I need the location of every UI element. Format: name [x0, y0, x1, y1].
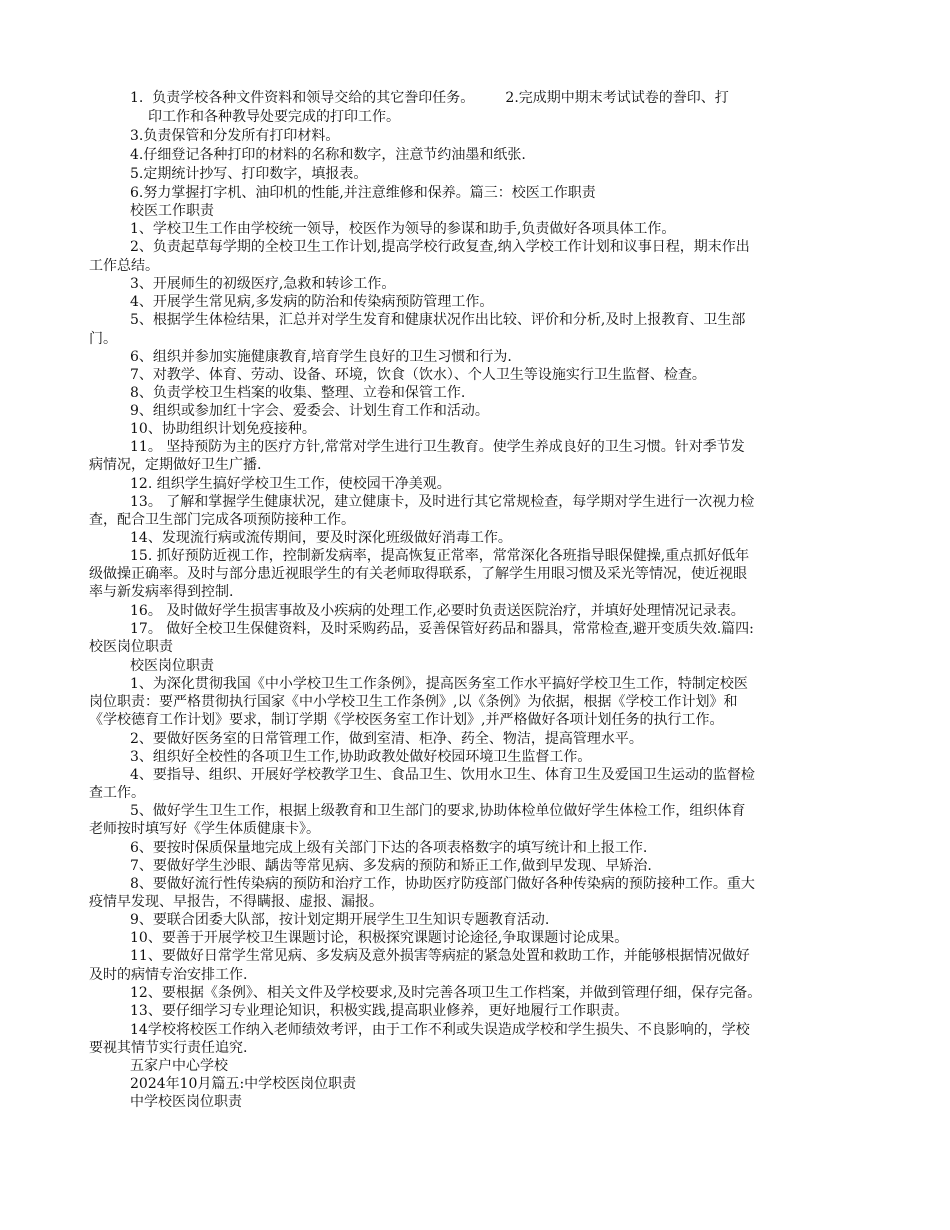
- text-line: 6、组织并参加实施健康教育,培育学生良好的卫生习惯和行为.: [130, 349, 512, 365]
- text-line: 2、负责起草每学期的全校卫生工作计划,提高学校行政复查,纳入学校工作计划和议事日程，期末作出: [130, 239, 750, 255]
- signature-date: 2024年10月篇五:中学校医岗位职责: [130, 1076, 357, 1092]
- text-line: 12、要根据《条例》、相关文件及学校要求,及时完善各项卫生工作档案，并做到管理仔细，保存完备。: [130, 985, 762, 1001]
- text-line: 要视其情节实行责任追究.: [89, 1040, 248, 1056]
- text-line: 7、对教学、体育、劳动、设备、环境，饮食（饮水）、个人卫生等设施实行卫生监督、检查。: [130, 367, 706, 383]
- text-line: 15. 抓好预防近视工作，控制新发病率，提高恢复正常率，常常深化各班指导眼保健操,重点抓好低年: [130, 548, 750, 564]
- text-line: 13。 了解和掌握学生健康状况，建立健康卡，及时进行其它常规检查，每学期对学生进行一次视力检: [130, 494, 755, 510]
- signature-school: 五家户中心学校: [130, 1058, 228, 1074]
- text-line: 3、开展师生的初级医疗,急救和转诊工作。: [130, 276, 396, 292]
- text-line: 7、要做好学生沙眼、龋齿等常见病、多发病的预防和矫正工作,做到早发现、早矫治.: [130, 858, 652, 874]
- text-line: 病情况，定期做好卫生广播.: [89, 457, 262, 473]
- text-line: 级做操正确率。及时与部分患近视眼学生的有关老师取得联系，了解学生用眼习惯及采光等情况，使近视眼: [89, 566, 747, 582]
- text-line: 校医岗位职责: [89, 639, 173, 655]
- text-line: 4、开展学生常见病,多发病的防治和传染病预防管理工作。: [130, 294, 494, 310]
- text-line: 2、要做好医务室的日常管理工作，做到室清、柜净、药全、物洁，提高管理水平。: [130, 731, 643, 747]
- text-line: 4.仔细登记各种打印的材料的名称和数字，注意节约油墨和纸张.: [130, 147, 526, 163]
- text-line: 5、根据学生体检结果，汇总并对学生发育和健康状况作出比较、评价和分析,及时上报教育、卫生部: [130, 312, 746, 328]
- text-line: 14、发现流行病或流传期间，要及时深化班级做好消毒工作。: [130, 530, 512, 546]
- text-line: 6.努力掌握打字机、油印机的性能,并注意维修和保养。篇三：校医工作职责: [130, 185, 596, 201]
- text-line: 11。 坚持预防为主的医疗方针,常常对学生进行卫生教育。使学生养成良好的卫生习惯。针对季节发: [130, 439, 745, 455]
- section-heading: 校医工作职责: [130, 203, 214, 219]
- text-line: 16。 及时做好学生损害事故及小疾病的处理工作,必要时负责送医院治疗，并填好处理情况记录表。: [130, 603, 745, 619]
- text-line: 1、学校卫生工作由学校统一领导，校医作为领导的参谋和助手,负责做好各项具体工作。: [130, 221, 676, 237]
- text-line: 12. 组织学生搞好学校卫生工作，使校园干净美观。: [130, 476, 451, 492]
- section-heading: 校医岗位职责: [130, 658, 214, 674]
- text-line: 10、协助组织计划免疫接种。: [130, 421, 316, 437]
- text-line: 3、组织好全校性的各项卫生工作,协助政教处做好校园环境卫生监督工作。: [130, 749, 592, 765]
- text-line: 查，配合卫生部门完成各项预防接种工作。: [89, 512, 355, 528]
- text-line: 8、要做好流行性传染病的预防和治疗工作，协助医疗防疫部门做好各种传染病的预防接种工作。重大: [130, 876, 755, 892]
- text-line: 10、要善于开展学校卫生课题讨论，积极探究课题讨论途径,争取课题讨论成果。: [130, 930, 629, 946]
- text-line: 4、要指导、组织、开展好学校教学卫生、食品卫生、饮用水卫生、体育卫生及爱国卫生运动的监督检: [130, 767, 755, 783]
- text-line: 门。: [89, 331, 117, 347]
- text-line: 疫情早发现、早报告，不得瞒报、虚报、漏报。: [89, 894, 383, 910]
- text-line: 1、为深化贯彻我国《中小学校卫生工作条例》，提高医务室工作水平搞好学校卫生工作，特制定校医: [130, 676, 748, 692]
- text-line: 13、要仔细学习专业理论知识，积极实践,提高职业修养，更好地履行工作职责。: [130, 1003, 629, 1019]
- text-line: 9、要联合团委大队部，按计划定期开展学生卫生知识专题教育活动.: [130, 912, 550, 928]
- text-line: 5、做好学生卫生工作，根据上级教育和卫生部门的要求,协助体检单位做好学生体检工作，组织体育: [130, 803, 746, 819]
- text-line: 8、负责学校卫生档案的收集、整理、立卷和保管工作.: [130, 385, 466, 401]
- text-line: 查工作。: [89, 785, 145, 801]
- text-line: 《学校德育工作计划》要求，制订学期《学校医务室工作计划》,并严格做好各项计划任务的执行工作。: [89, 712, 724, 728]
- text-line: 1. 负责学校各种文件资料和领导交给的其它誊印任务。 2.完成期中期末考试试卷的誊印、打: [130, 90, 729, 106]
- text-line: 工作总结。: [89, 258, 159, 274]
- section-heading: 中学校医岗位职责: [130, 1094, 242, 1110]
- text-line: 及时的病情专治安排工作.: [89, 967, 248, 983]
- text-line: 14学校将校医工作纳入老师绩效考评，由于工作不利或失误造成学校和学生损失、不良影响的，学校: [130, 1022, 750, 1038]
- text-line: 印工作和各种教导处要完成的打印工作。: [148, 109, 400, 125]
- text-line: 9、组织或参加红十字会、爱委会、计划生育工作和活动。: [130, 403, 489, 419]
- text-line: 3.负责保管和分发所有打印材料。: [130, 128, 340, 144]
- text-line: 岗位职责：要严格贯彻执行国家《中小学校卫生工作条例》,以《条例》为依据，根据《学校工作计划》和: [89, 694, 738, 710]
- text-line: 17。 做好全校卫生保健资料，及时采购药品，妥善保管好药品和器具，常常检查,避开变质失效.篇四:: [130, 621, 754, 637]
- text-line: 6、要按时保质保量地完成上级有关部门下达的各项表格数字的填写统计和上报工作.: [130, 840, 648, 856]
- text-line: 老师按时填写好《学生体质健康卡》。: [89, 821, 320, 837]
- text-line: 5.定期统计抄写、打印数字，填报表。: [130, 166, 368, 182]
- text-line: 11、要做好日常学生常见病、多发病及意外损害等病症的紧急处置和救助工作，并能够根据情况做好: [130, 948, 750, 964]
- text-line: 率与新发病率得到控制.: [89, 584, 234, 600]
